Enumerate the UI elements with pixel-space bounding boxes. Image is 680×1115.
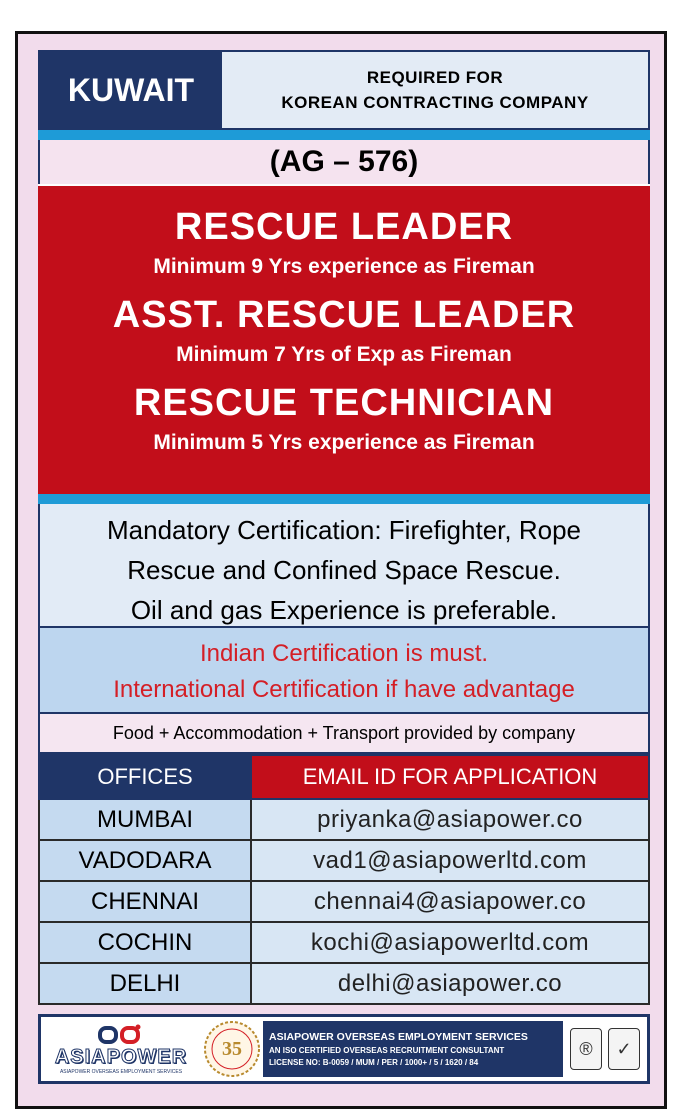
country-label: KUWAIT [40,52,222,128]
benefits-line: Food + Accommodation + Transport provided by company [38,714,650,754]
asiapower-logo [41,1017,201,1081]
logo-tagline: ASIAPOWER OVERSEAS EMPLOYMENT SERVICES [59,1068,183,1075]
office-name: VADODARA [39,840,251,881]
position-title: RESCUE LEADER [174,206,514,248]
requirements-block [38,504,650,628]
logo-wordmark: ASIAPOWER [54,1045,188,1068]
ukas-check-icon: ✓ [608,1028,640,1070]
certification-note: Indian Certification is must. [199,640,489,667]
requirement-line: Oil and gas Experience is preferable. [130,595,558,625]
job-code: (AG – 576) [38,140,650,184]
company-name: ASIAPOWER OVERSEAS EMPLOYMENT SERVICES [269,1030,528,1043]
required-line-1: REQUIRED FOR [366,68,504,87]
table-row [39,840,649,881]
office-email[interactable]: vad1@asiapowerltd.com [251,840,649,881]
office-email[interactable]: chennai4@asiapower.co [251,881,649,922]
footer [38,1014,650,1084]
email-header: EMAIL ID FOR APPLICATION [251,755,649,799]
office-name: COCHIN [39,922,251,963]
certification-badges [563,1028,647,1070]
accent-bar [38,130,650,140]
office-email[interactable]: priyanka@asiapower.co [251,799,649,840]
office-name: CHENNAI [39,881,251,922]
emblem-number: 35 [222,1038,242,1060]
position-requirement: Minimum 9 Yrs experience as Fireman [153,255,535,278]
logo-mark-icon [98,1024,144,1046]
offices-table [38,754,650,1005]
license-line: LICENSE NO: B-0059 / MUM / PER / 1000+ / 5 / 1620 / 84 [269,1057,479,1067]
table-row [39,881,649,922]
table-header-row [39,755,649,799]
table-row [39,799,649,840]
requirement-line: Rescue and Confined Space Rescue. [127,555,561,585]
required-line-2: KOREAN CONTRACTING COMPANY [281,93,589,112]
registered-mark-icon: ® [570,1028,602,1070]
office-name: DELHI [39,963,251,1004]
requirement-line: Mandatory Certification: Firefighter, Rope [107,515,581,545]
anniversary-emblem-icon [201,1017,263,1081]
positions-block [38,184,650,494]
position-requirement: Minimum 5 Yrs experience as Fireman [153,431,535,454]
offices-header: OFFICES [39,755,251,799]
office-name: MUMBAI [39,799,251,840]
iso-line: AN ISO CERTIFIED OVERSEAS RECRUITMENT CONSULTANT [269,1045,505,1055]
office-email[interactable]: delhi@asiapower.co [251,963,649,1004]
table-row [39,922,649,963]
company-info [263,1021,563,1077]
position-requirement: Minimum 7 Yrs of Exp as Fireman [176,343,512,366]
table-row [39,963,649,1004]
position-title: RESCUE TECHNICIAN [133,382,555,424]
header [38,50,650,130]
office-email[interactable]: kochi@asiapowerltd.com [251,922,649,963]
certification-note: International Certification if have advantage [113,676,575,703]
certification-block [38,628,650,714]
required-for-block [222,52,648,128]
accent-bar [38,494,650,504]
position-title: ASST. RESCUE LEADER [112,294,576,336]
poster-content [38,50,650,1005]
